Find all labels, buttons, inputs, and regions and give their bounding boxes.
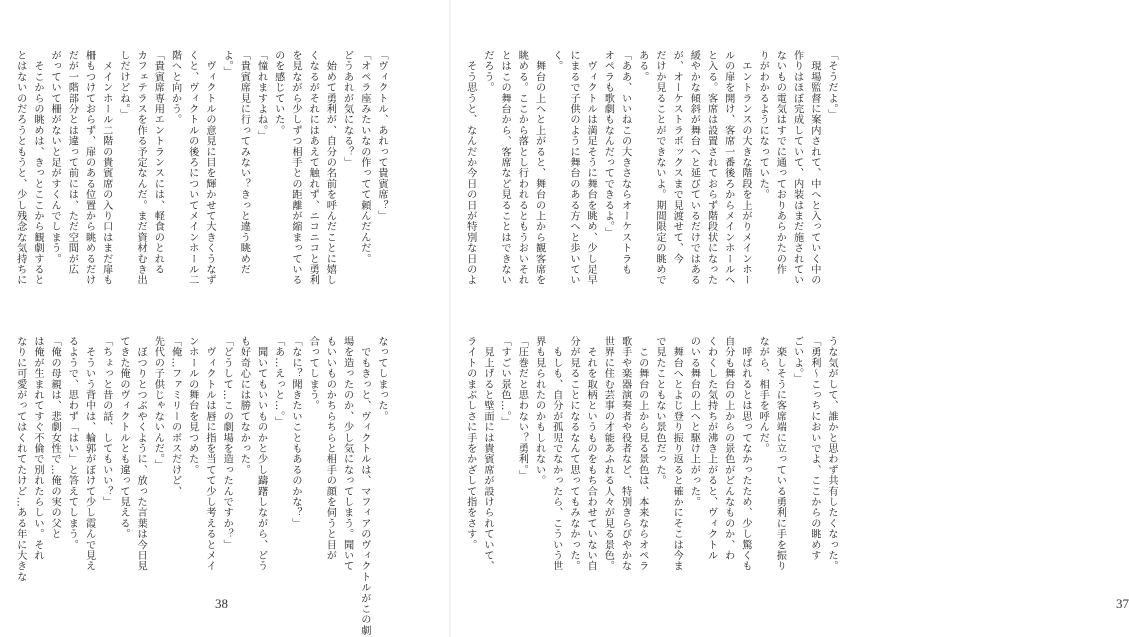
left-page — [0, 0, 450, 637]
left-page-number: 38 — [215, 596, 228, 611]
right-page — [450, 0, 1129, 637]
right-page-lower-text: うな気がして、誰かと思わず共有したくなった。 「勇利〜こっちにおいでよ、ここからの眺めす ごいよ。」 楽しそうに客席端に立っている勇利に手を振り ながら、相手を呼んだ。 呼ばれるとは思ってなかったため、少し驚くも 自分も舞台の上からの景色がどんなものか、わ くわくした気持ちが沸き上がると、ヴィクトル のいる舞台の上へと駆け上がった。 舞台へとよじ登り振り返ると確かにそこは今ま で見たこともない景色だった。 この舞台の上から見る景色は、本来ならオペラ 歌手や楽器演奏者や役者など、特別きらびやかな 世界に住む芸事の才能あふれる人々が見る景色。 それを取柄というものをもち合わせていない自 分が見ることになるなんて思ってもみなかった。 もしも、自分が孤児でなかったら、こういう世 界も見られたのかもしれない。 「圧巻だと思わない？勇利。」 「すごい景色…。」 見上げると壁面には貴賓席が設けられていて、 ライトのまぶしさに手をかざして指をさす。 — [464, 336, 837, 572]
right-page-upper-text: 「そうだよ。」 現場監督に案内されて、中へと入っていく中の 作りはほぼ完成していて、内装はまだ施されてい ないもの電気はすでに通っておりあらかたの作 りがわかるようになっていた。 エントランスの大きな階段を上がりメインホー ルの扉を開け、客席一番後ろからメインホールへ と入る。客席は設置されておらず階段状になった 緩やかな傾斜が舞台へと延びているだけではある が、オーケストラボックスまで見渡せて、今 だけか見ることができないよ。期間限定の眺めで ある。 「ああ、いいねこの大きさならオーケストラも オペラも歌劇もなんだってできるよ。」 ヴィクトルは満足そうに舞台を眺め、少し足早 にまるで子供のように舞台のある方へと歩いてい く。 舞台の上へと上がると、舞台の上から観客席を 眺める。ここから落とし行われるともうおいそれ とはこの舞台から、客席など見ることはできない だろう。 そう思うと、なんだか今日の日が特別な日のよ — [464, 50, 837, 286]
left-page-lower-text: なってしまった。 でもきっと、ヴィクトルは、マフィアのヴィクトルがこの劇 場を造ったのか、少し気になってしまう。聞いて もいいものかちらちらと相手の顔を伺うと目が 合ってしまう。 「なに？聞きたいこともあるのかな？」 「あ…えっと…。」 聞いてもいいものかと少し躊躇しながら、どう も好奇心には勝てなかった。 「どうして…この劇場を造ったんですか？」 ヴィクトルは唇に指を当てて少し考えるとメイ ンホールの舞台を見つめた。 「俺…ファミリーのボスだけど、 先代の子供じゃないんだ。」 ぼつりとつぶやくように、放った言葉は今日見 てきた俺のヴィクトルとも違って見える。 「ちょっと昔の話、してもいい？」 そういう背中は、輪郭がぼけて少し霞んで見え るようで、思わず「はい」と答えてしまう。 「俺の母親は、悲劇女性で…俺の実の父と は俺が生まれてすぐ不倫で別れたらしい。それ なりに可愛がってはくれてたけど…ある年に大きな — [14, 336, 387, 636]
right-page-number: 37 — [1116, 596, 1129, 611]
left-page-upper-text: 「ヴィクトル、あれって貴賓席？」 「オペラ座みたいなの作ってて頼んだんだ。 どうあれが気になる？」 始めて勇利が、自分の名前を呼んだことに嬉し くなるがそれにはあえて触れず、ニコニコと勇利 を見ながら少しずつ相手との距離が縮まっている のを感じていた。 「憧れますよね。」 「貴賓席見に行ってみない？きっと違う眺めだ よ。」 ヴィクトルの意見に目を輝かせて大きくうなず くと、ヴィクトルの後ろについてメインホール二 階へと向かう。 「貴賓席専用エントランスには、軽食のとれる カフェテラスを作る予定なんだ。まだ資材むき出 しだけどね。」 メインホール二階の貴賓席の入り口はまだ扉も 柵もつけておらず、扉のある位置から眺めるだけ だが一階部分とは違って前には、ただ空間が広 がっていて柵がないと足がすくんでしまう。 そこからの眺めは、きっとここから観劇すると とはないのだろうともうと、少し残念な気持ちに — [14, 50, 387, 286]
